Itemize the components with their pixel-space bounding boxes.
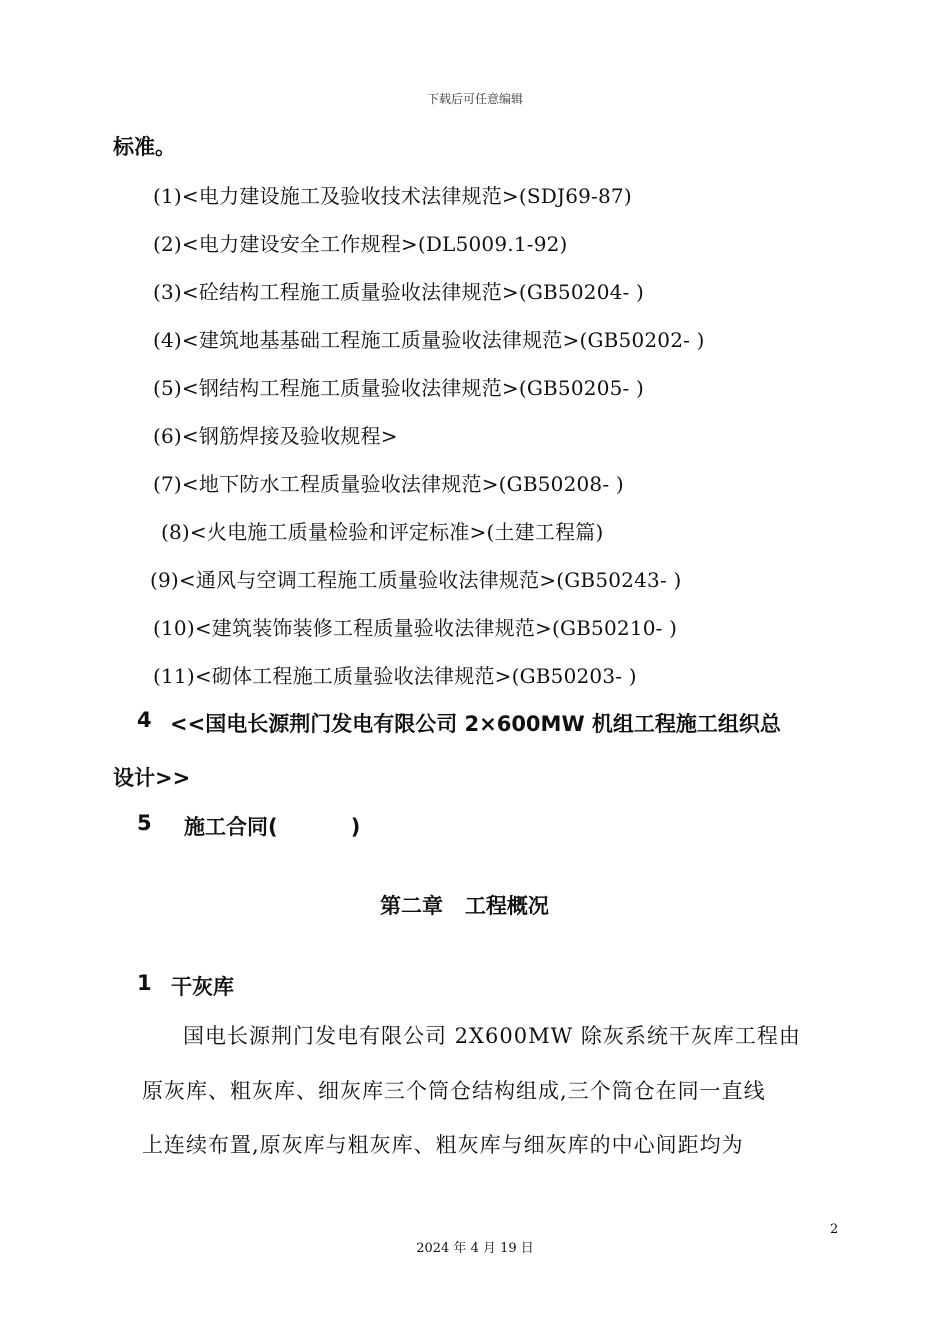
section-title: 干灰库 [171,975,234,999]
item5-text: 施工合同( ) [184,815,361,839]
standard-item-3: (3)<砼结构工程施工质量验收法律规范>(GB50204- ) [153,280,645,304]
standard-item-10: (10)<建筑装饰装修工程质量验收法律规范>(GB50210- ) [153,616,678,640]
paragraph-line-1: 国电长源荆门发电有限公司 2X600MW 除灰系统干灰库工程由 [183,1024,801,1048]
chapter-title: 第二章 工程概况 [380,894,549,918]
paragraph-line-2: 原灰库、粗灰库、细灰库三个筒仓结构组成,三个筒仓在同一直线 [142,1079,766,1103]
intro-text: 标准。 [113,135,176,159]
standard-item-9: (9)<通风与空调工程施工质量验收法律规范>(GB50243- ) [150,568,682,592]
page-number: 2 [830,1222,839,1237]
item5-number: 5 [137,811,152,835]
standard-item-8: (8)<火电施工质量检验和评定标准>(土建工程篇) [161,520,604,544]
footer-date: 2024 年 4 月 19 日 [416,1241,534,1256]
standard-item-6: (6)<钢筋焊接及验收规程> [153,424,398,448]
standard-item-7: (7)<地下防水工程质量验收法律规范>(GB50208- ) [153,472,624,496]
paragraph-line-3: 上连续布置,原灰库与粗灰库、粗灰库与细灰库的中心间距均为 [142,1133,744,1157]
item4-number: 4 [137,708,152,732]
page-header: 下载后可任意编辑 [426,92,523,106]
item4-line2: 设计>> [113,766,191,790]
standard-item-11: (11)<砌体工程施工质量验收法律规范>(GB50203- ) [153,664,637,688]
standard-item-4: (4)<建筑地基基础工程施工质量验收法律规范>(GB50202- ) [153,328,705,352]
standard-item-2: (2)<电力建设安全工作规程>(DL5009.1-92) [153,232,568,256]
standard-item-1: (1)<电力建设施工及验收技术法律规范>(SDJ69-87) [153,184,632,208]
standard-item-5: (5)<钢结构工程施工质量验收法律规范>(GB50205- ) [153,376,645,400]
section-number: 1 [137,971,152,995]
item4-line1: <<国电长源荆门发电有限公司 2×600MW 机组工程施工组织总 [170,712,781,736]
